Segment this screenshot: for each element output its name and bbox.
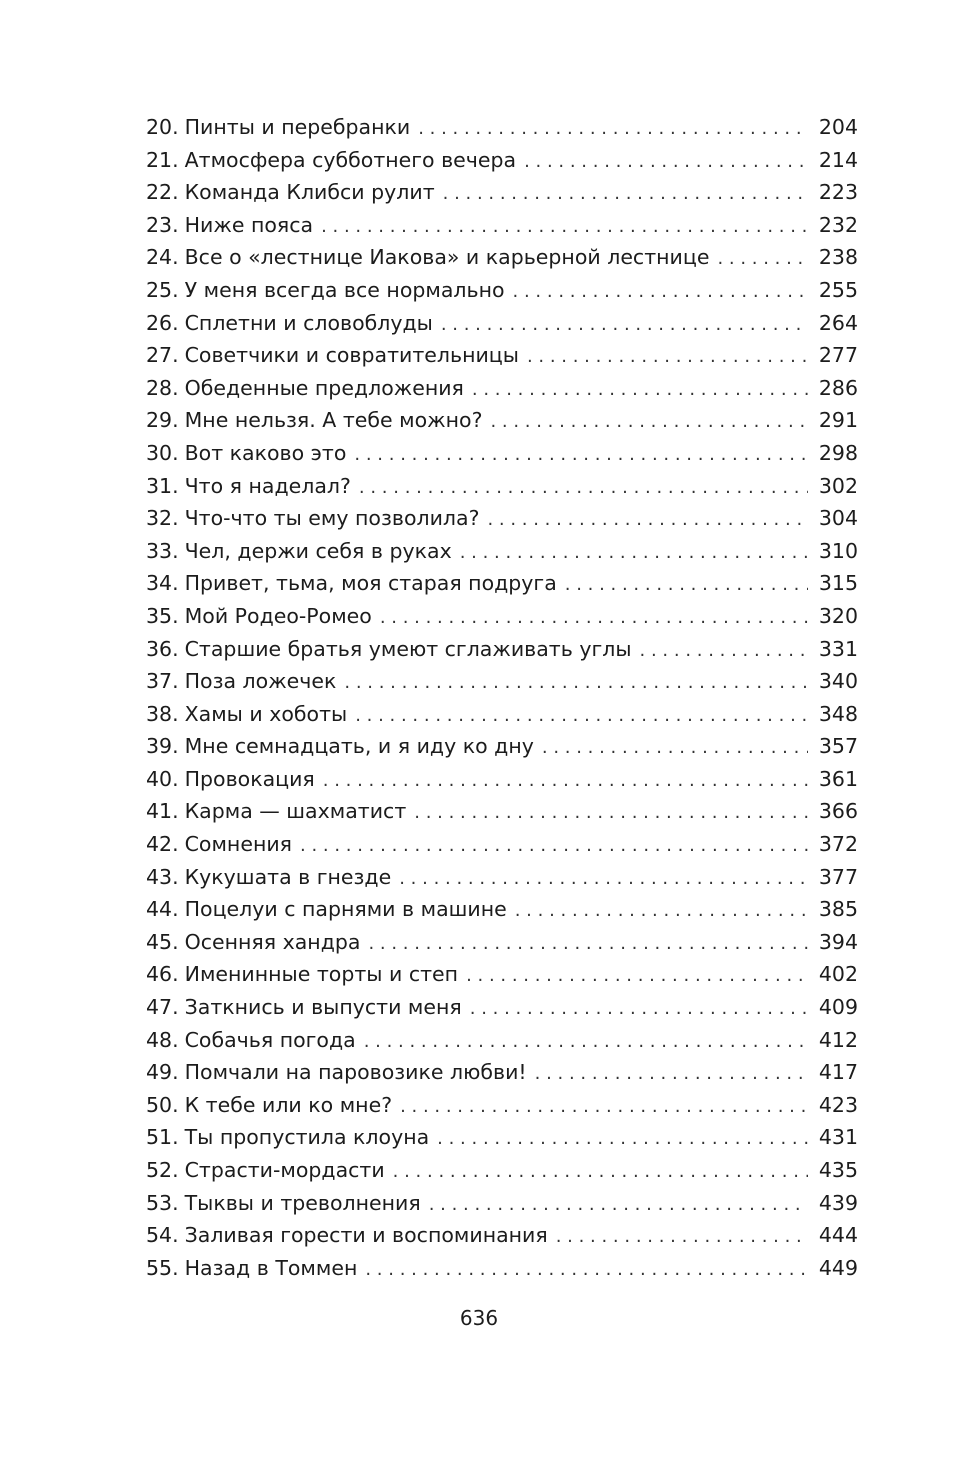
dot-leader: [515, 895, 808, 928]
chapter-title: Собачья погода: [184, 1027, 356, 1052]
chapter-title: Поцелуи с парнями в машине: [184, 897, 507, 922]
chapter-number: 23.: [146, 212, 179, 237]
chapter-page-number: 291: [818, 408, 858, 433]
chapter-number: 20.: [146, 115, 179, 139]
chapter-number: 36.: [146, 636, 179, 661]
chapter-number: 38.: [146, 701, 179, 726]
chapter-page-number: 449: [818, 1255, 858, 1280]
dot-leader: [443, 178, 808, 211]
chapter-page-number: 238: [818, 245, 858, 270]
chapter-page-number: 255: [818, 277, 858, 302]
chapter-title: Мой Родео-Ромео: [184, 603, 372, 628]
dot-leader: [429, 1189, 808, 1222]
dot-leader: [355, 700, 808, 733]
chapter-page-number: 357: [818, 734, 858, 759]
toc-entry: [146, 176, 858, 209]
chapter-number: 29.: [146, 408, 179, 433]
dot-leader: [437, 1123, 808, 1156]
chapter-page-number: 304: [818, 506, 858, 531]
toc-entry: [146, 600, 858, 633]
chapter-title: Страсти-мордасти: [184, 1158, 385, 1182]
toc-entry: [146, 763, 858, 796]
toc-entry: [146, 567, 858, 600]
toc-entry: [146, 926, 858, 959]
dot-leader: [717, 243, 808, 276]
dot-leader: [300, 830, 808, 863]
chapter-page-number: 439: [818, 1190, 858, 1215]
chapter-page-number: 277: [818, 343, 858, 368]
chapter-number: 32.: [146, 506, 179, 531]
chapter-page-number: 366: [818, 799, 858, 824]
chapter-title: Сомнения: [184, 832, 293, 857]
chapter-number: 45.: [146, 929, 179, 954]
chapter-title: Поза ложечек: [184, 669, 337, 694]
toc-entry: [146, 111, 858, 144]
dot-leader: [393, 1156, 808, 1189]
dot-leader: [542, 732, 808, 765]
chapter-number: 48.: [146, 1027, 179, 1052]
chapter-number: 43.: [146, 864, 179, 889]
toc-entry: [146, 698, 858, 731]
chapter-page-number: 348: [818, 701, 858, 726]
toc-entry: [146, 1056, 858, 1089]
dot-leader: [524, 146, 808, 179]
toc-entry: [146, 241, 858, 274]
chapter-title: Хамы и хоботы: [184, 701, 348, 726]
chapter-title: Чел, держи себя в руках: [184, 538, 452, 563]
chapter-number: 31.: [146, 473, 179, 498]
chapter-number: 39.: [146, 734, 179, 759]
toc-entry: [146, 144, 858, 177]
chapter-number: 49.: [146, 1060, 179, 1085]
dot-leader: [418, 113, 808, 146]
chapter-number: 37.: [146, 669, 179, 694]
chapter-page-number: 298: [818, 440, 858, 465]
chapter-page-number: 264: [818, 310, 858, 335]
chapter-number: 26.: [146, 310, 179, 335]
chapter-title: Мне семнадцать, и я иду ко дну: [184, 734, 534, 759]
chapter-page-number: 310: [818, 538, 858, 563]
chapter-number: 55.: [146, 1255, 179, 1280]
dot-leader: [460, 537, 808, 570]
chapter-title: Карма — шахматист: [184, 799, 407, 824]
dot-leader: [470, 993, 808, 1026]
dot-leader: [354, 439, 808, 472]
toc-entry: [146, 1121, 858, 1154]
dot-leader: [359, 472, 808, 505]
dot-leader: [344, 667, 808, 700]
chapter-number: 52.: [146, 1158, 179, 1182]
chapter-number: 51.: [146, 1125, 179, 1150]
chapter-number: 25.: [146, 277, 179, 302]
chapter-title: Что я наделал?: [184, 473, 351, 498]
chapter-page-number: 315: [818, 571, 858, 596]
chapter-title: Заткнись и выпусти меня: [184, 995, 462, 1020]
dot-leader: [414, 797, 808, 830]
toc-entry: [146, 828, 858, 861]
chapter-page-number: 286: [818, 375, 858, 400]
chapter-number: 41.: [146, 799, 179, 824]
toc-entry: [146, 307, 858, 340]
chapter-page-number: 409: [818, 995, 858, 1020]
dot-leader: [487, 504, 808, 537]
chapter-title: Вот каково это: [184, 440, 347, 465]
chapter-title: К тебе или ко мне?: [184, 1092, 393, 1117]
chapter-title: Привет, тьма, моя старая подруга: [184, 571, 557, 596]
chapter-title: Пинты и перебранки: [184, 115, 411, 139]
chapter-page-number: 331: [818, 636, 858, 661]
chapter-title: Старшие братья умеют сглаживать углы: [184, 636, 632, 661]
chapter-number: 46.: [146, 962, 179, 987]
chapter-page-number: 214: [818, 147, 858, 172]
toc-entry: [146, 404, 858, 437]
chapter-title: Тыквы и треволнения: [184, 1190, 421, 1215]
toc-entry: [146, 795, 858, 828]
chapter-title: Обеденные предложения: [184, 375, 464, 400]
toc-entry: [146, 209, 858, 242]
chapter-title: Кукушата в гнезде: [184, 864, 392, 889]
toc-entry: [146, 861, 858, 894]
chapter-number: 24.: [146, 245, 179, 270]
toc-entry: [146, 1219, 858, 1252]
chapter-number: 44.: [146, 897, 179, 922]
chapter-page-number: 402: [818, 962, 858, 987]
chapter-page-number: 302: [818, 473, 858, 498]
toc-entry: [146, 1187, 858, 1220]
chapter-title: Именинные торты и степ: [184, 962, 459, 987]
chapter-title: Помчали на паровозике любви!: [184, 1060, 527, 1085]
toc-entry: [146, 339, 858, 372]
chapter-page-number: 204: [818, 115, 858, 139]
chapter-title: Советчики и совратительницы: [184, 343, 519, 368]
dot-leader: [364, 1026, 808, 1059]
chapter-page-number: 320: [818, 603, 858, 628]
chapter-title: У меня всегда все нормально: [184, 277, 505, 302]
dot-leader: [323, 765, 808, 798]
dot-leader: [365, 1254, 808, 1287]
chapter-number: 35.: [146, 603, 179, 628]
chapter-page-number: 423: [818, 1092, 858, 1117]
dot-leader: [466, 960, 808, 993]
dot-leader: [490, 406, 808, 439]
chapter-number: 40.: [146, 766, 179, 791]
chapter-number: 47.: [146, 995, 179, 1020]
dot-leader: [368, 928, 808, 961]
chapter-number: 50.: [146, 1092, 179, 1117]
chapter-number: 27.: [146, 343, 179, 368]
chapter-number: 53.: [146, 1190, 179, 1215]
toc-entry: [146, 437, 858, 470]
toc-entry: [146, 730, 858, 763]
chapter-page-number: 394: [818, 929, 858, 954]
toc-entry: [146, 665, 858, 698]
dot-leader: [441, 309, 808, 342]
toc-entry: [146, 274, 858, 307]
chapter-page-number: 361: [818, 766, 858, 791]
chapter-title: Атмосфера субботнего вечера: [184, 147, 517, 172]
toc-entry: [146, 633, 858, 666]
dot-leader: [535, 1058, 808, 1091]
chapter-number: 54.: [146, 1223, 179, 1248]
chapter-page-number: 232: [818, 212, 858, 237]
toc-entry: [146, 372, 858, 405]
chapter-page-number: 377: [818, 864, 858, 889]
dot-leader: [565, 569, 808, 602]
dot-leader: [513, 276, 808, 309]
toc-entry: [146, 991, 858, 1024]
chapter-title: Команда Клибси рулит: [184, 180, 435, 205]
chapter-title: Ниже пояса: [184, 212, 314, 237]
chapter-title: Мне нельзя. А тебе можно?: [184, 408, 483, 433]
page-number: 636: [459, 1306, 499, 1330]
chapter-number: 28.: [146, 375, 179, 400]
chapter-page-number: 340: [818, 669, 858, 694]
dot-leader: [400, 1091, 808, 1124]
dot-leader: [556, 1221, 808, 1254]
chapter-page-number: 223: [818, 180, 858, 205]
chapter-page-number: 431: [818, 1125, 858, 1150]
chapter-title: Провокация: [184, 766, 315, 791]
chapter-number: 33.: [146, 538, 179, 563]
chapter-title: Заливая горести и воспоминания: [184, 1223, 548, 1248]
chapter-page-number: 444: [818, 1223, 858, 1248]
table-of-contents: [146, 111, 858, 1284]
chapter-page-number: 412: [818, 1027, 858, 1052]
dot-leader: [472, 374, 808, 407]
toc-entry: [146, 893, 858, 926]
chapter-title: Что-что ты ему позволила?: [184, 506, 480, 531]
toc-entry: [146, 1024, 858, 1057]
dot-leader: [640, 635, 808, 668]
chapter-page-number: 417: [818, 1060, 858, 1085]
dot-leader: [399, 863, 808, 896]
toc-entry: [146, 470, 858, 503]
chapter-title: Назад в Томмен: [184, 1255, 358, 1280]
dot-leader: [380, 602, 808, 635]
toc-entry: [146, 1154, 858, 1187]
toc-entry: [146, 535, 858, 568]
chapter-page-number: 385: [818, 897, 858, 922]
chapter-title: Осенняя хандра: [184, 929, 361, 954]
chapter-number: 34.: [146, 571, 179, 596]
toc-entry: [146, 958, 858, 991]
chapter-title: Ты пропустила клоуна: [184, 1125, 430, 1150]
chapter-page-number: 435: [818, 1158, 858, 1182]
toc-entry: [146, 1089, 858, 1122]
chapter-title: Сплетни и словоблуды: [184, 310, 433, 335]
dot-leader: [527, 341, 808, 374]
chapter-title: Все о «лестнице Иакова» и карьерной лестнице: [184, 245, 710, 270]
chapter-number: 21.: [146, 147, 179, 172]
chapter-number: 22.: [146, 180, 179, 205]
toc-entry: [146, 502, 858, 535]
toc-entry: [146, 1252, 858, 1285]
dot-leader: [321, 211, 808, 244]
chapter-number: 30.: [146, 440, 179, 465]
chapter-page-number: 372: [818, 832, 858, 857]
chapter-number: 42.: [146, 832, 179, 857]
